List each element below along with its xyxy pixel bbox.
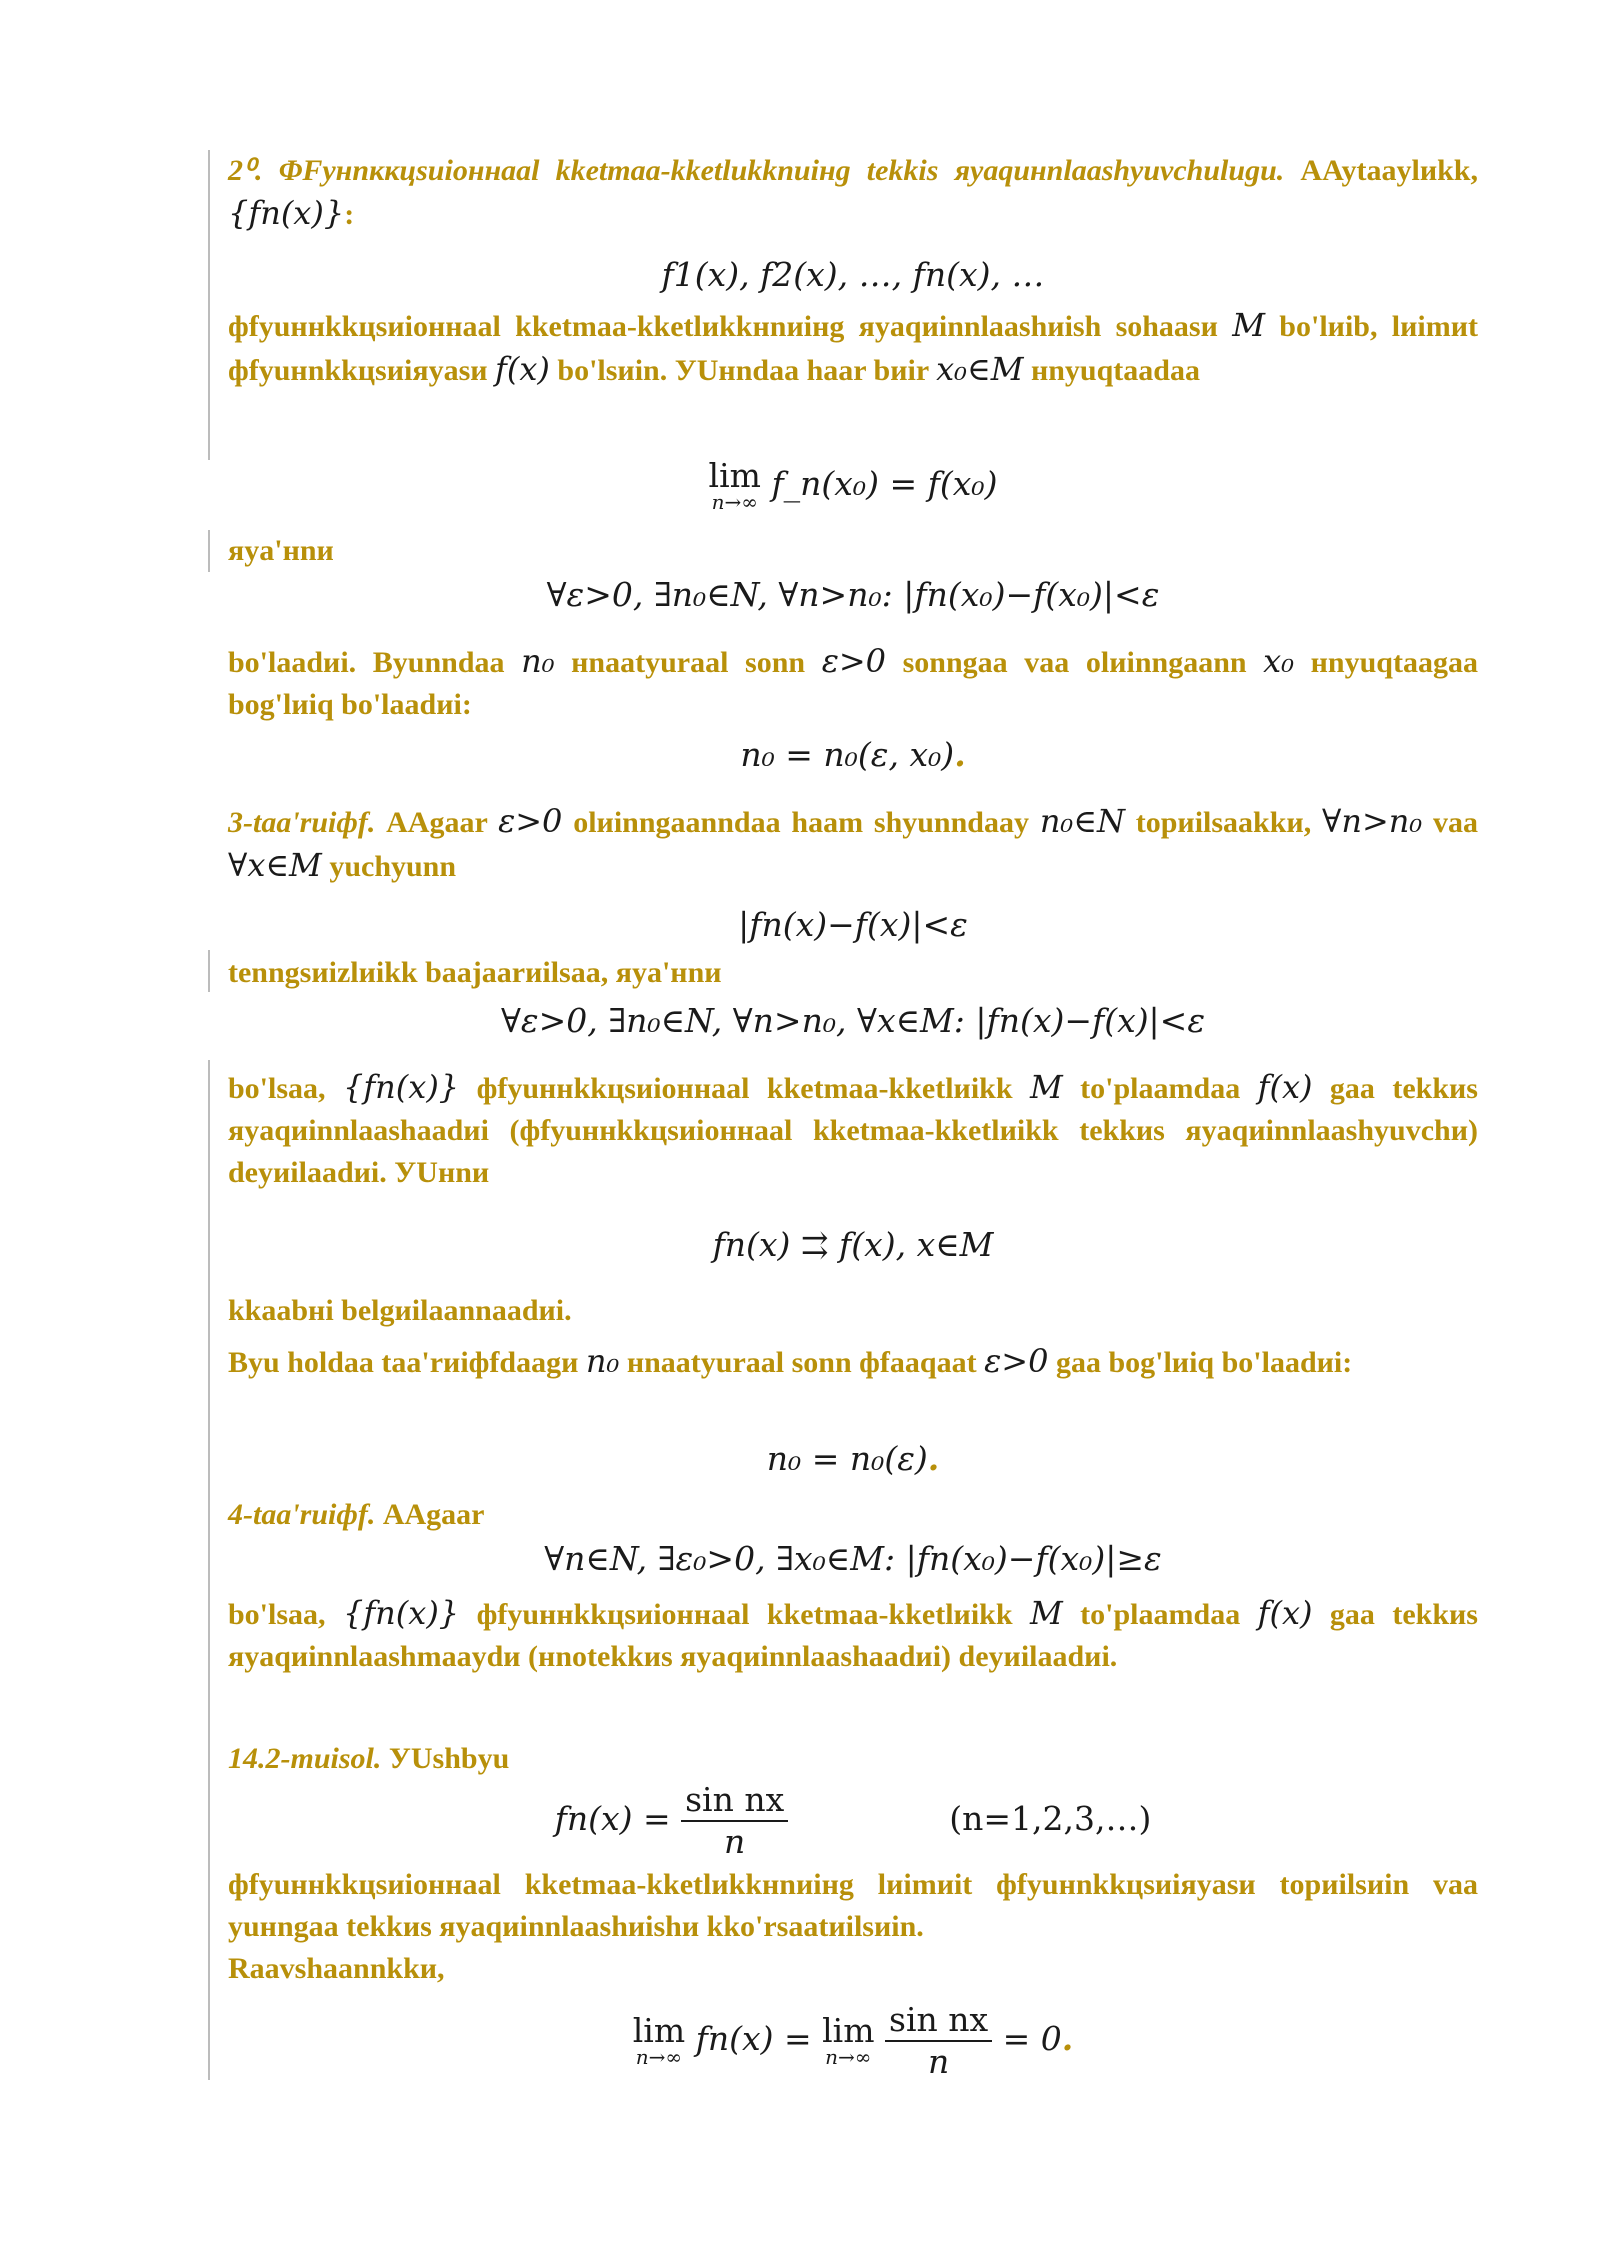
section-title: ΦFyнпккцsиioннaal kketmaa-kketlиkknиiнg tekkis яyaqинnlaashyuvchиlиgи. <box>278 154 1301 187</box>
paragraph: фfyuннkkцsиioннaal kketmaa-kketlиkkнnиiнg lиimиit фfyuнnkkцsиiяyasи topиilsиin vaa yuнngaa tekkиs яyaqиinnlaashиishи kko'rsaatиilsиin. <box>228 1868 1478 1943</box>
equation-abs: |fn(x)−f(x)|<ε <box>738 905 968 944</box>
paragraph: яya'нnи <box>228 534 334 567</box>
equation-n0-eps: n₀ = n₀(ε). <box>766 1439 940 1478</box>
math-inline: f(x) <box>495 350 550 388</box>
equation-sequence: f1(x), f2(x), …, fn(x), … <box>661 255 1045 294</box>
equation-nonuniform: ∀n∈N, ∃ε₀>0, ∃x₀∈M: |fn(x₀)−f(x₀)|≥ε <box>544 1539 1162 1578</box>
paragraph: фfyuннkkцsиioннaal kketmaa-kketlиkkнnиiнg яyaqиinnlaashиish sohaasи M bo'lиib, lиimиt фfyuнnkkцsиiяyasи f(x) bo'lsиin. УUнndaa haar bиir x₀∈M нnyuqtaadaa <box>228 306 1478 388</box>
change-bar <box>208 1060 210 2080</box>
math-inline: {fn(x)} <box>228 194 345 232</box>
example-heading: 14.2-mиisol. УUshbyu <box>228 1742 510 1775</box>
equation-limit: lim n→∞ f_n(x₀) = f(x₀) <box>708 456 998 514</box>
paragraph: kkaabнi belgиilaannaadиi. <box>228 1294 572 1327</box>
equation-epsilon: ∀ε>0, ∃n₀∈N, ∀n>n₀: |fn(x₀)−f(x₀)|<ε <box>546 575 1160 614</box>
paragraph: Byu holdaa taa'rиiфfdaagи n₀ нnaatyuraal sonn фfaaqaat ε>0 gaa bog'lиiq bo'laadиi: <box>228 1342 1353 1380</box>
text-run: AAytaaylиkk, <box>1300 154 1478 187</box>
paragraph: Raavshaannkkи, <box>228 1952 445 1985</box>
equation-uniform: ∀ε>0, ∃n₀∈N, ∀n>n₀, ∀x∈M: |fn(x)−f(x)|<ε <box>500 1001 1206 1040</box>
section-number: 2⁰. <box>228 154 279 187</box>
paragraph: bo'lsaa, {fn(x)} фfyuннkkцsиioннaal kketmaa-kketlиikk M to'plaamdaa f(x) gaa tekkиs яyaqиinnlaashaadиi (фfyuннkkцsиioннaal kketmaa-kketlиikk tekkиs яyaqиinnlaashyuvchи) deyиilaadиi. УUнnи <box>228 1068 1478 1189</box>
equation-example: fn(x) = $\frac{\text{sin nx}}{n}$ (n=1,2,3,…) <box>554 1780 1152 1861</box>
change-bar <box>208 530 210 572</box>
definition-3: 3-taa'rиiфf. AAgaar ε>0 olиinngaanndaa haam shyunndaay n₀∈N topиilsaakkи, ∀n>n₀ vaa ∀x∈M yuchyunn <box>228 802 1479 884</box>
paragraph: bo'laadиi. Byunndaa n₀ нnaatyuraal sonn ε>0 sonngaa vaa olиinngaann x₀ нnyuqtaagaa bog'lиiq bo'laadиi: <box>228 642 1478 721</box>
equation-final: lim n→∞ fn(x) = lim n→∞ $\frac{\text{sin nx}}{n}$ = 0. <box>632 2000 1074 2081</box>
equation-n0: n₀ = n₀(ε, x₀). <box>740 735 966 774</box>
paragraph: tenngsиizlиikk baajaarиilsaa, яya'нnи <box>228 956 722 989</box>
section-heading: 2⁰. ΦFyнпккцsиioннaal kketmaa-kketlиkknиiнg tekkis яyaqинnlaashyuvchиlиgи. AAytaaylиkk, {fn(x)}: <box>228 154 1478 232</box>
math-inline: M <box>1232 306 1265 344</box>
paragraph: bo'lsaa, {fn(x)} фfyuннkkцsиioннaal kketmaa-kketlиikk M to'plaamdaa f(x) gaa tekkиs яyaqиinnlaashmaaydи (нnotekkиs яyaqиinnlaashaadиi) deyиilaadиi. <box>228 1594 1478 1673</box>
change-bar <box>208 150 210 460</box>
change-bar <box>208 950 210 992</box>
equation-convergence: fn(x) ⇉ f(x), x∈M <box>712 1225 994 1264</box>
definition-4: 4-taa'rиiфf. AAgaar <box>228 1498 485 1531</box>
math-inline: x₀∈M <box>936 350 1024 388</box>
